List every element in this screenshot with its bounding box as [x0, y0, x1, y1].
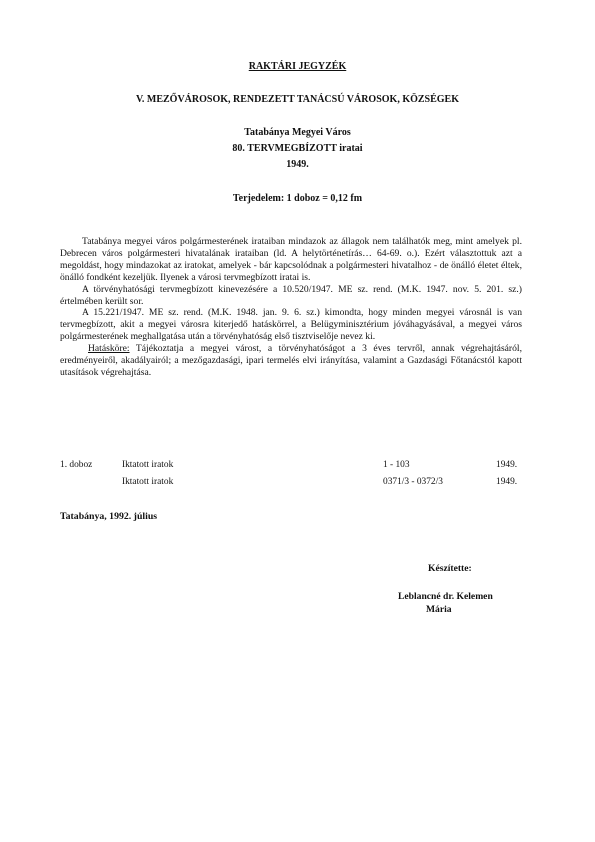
- inventory-range: 1 - 103: [383, 460, 410, 470]
- inventory-year: 1949.: [496, 477, 518, 487]
- inventory-range: 0371/3 - 0372/3: [383, 477, 443, 487]
- document-title: RAKTÁRI JEGYZÉK: [248, 61, 347, 72]
- section-heading: V. MEZŐVÁROSOK, RENDEZETT TANÁCSÚ VÁROSOK, KÖZSÉGEK: [135, 94, 460, 105]
- paragraph-3: A 15.221/1947. ME sz. rend. (M.K. 1948. jan. 9. 6. sz.) kimondta, hogy minden megyei városnál is van tervmegbízott, akit a megyei városra kiterjedő hatáskörrel, a Belügyminisztérium jóváhagyásával, a megyei város polgármesterének meghallgatása után a törvényhatóság első tisztviselője nevez ki.: [60, 307, 522, 343]
- competence-text: Tájékoztatja a megyei várost, a törvényhatóságot a 3 éves tervről, annak végrehajtásáról, eredményeiről, akadályairól; a mezőgazdasági, ipari termelés elvi irányítása, valamint a Gazdasági Főtanácstól kapott utasítások végrehajtása.: [60, 343, 522, 378]
- inventory-year: 1949.: [496, 460, 518, 470]
- fonds-year: 1949.: [286, 159, 309, 170]
- body-text: [60, 236, 522, 379]
- place-date: Tatabánya, 1992. július: [60, 511, 158, 522]
- inventory-box: 1. doboz: [60, 460, 93, 470]
- paragraph-2: A törvényhatósági tervmegbízott kinevezésére a 10.520/1947. ME sz. rend. (M.K. 1947. nov. 5. 201. sz.) értelmében került sor.: [60, 283, 522, 307]
- paragraph-4: [60, 343, 522, 379]
- fonds-name: 80. TERVMEGBÍZOTT iratai: [232, 143, 363, 154]
- paragraph-1: Tatabánya megyei város polgármesterének irataiban mindazok az állagok nem találhatók meg, mint amelyek pl. Debrecen város polgármesteri hivatalának irataiban (ld. A helytörténetírás… 64-69. o.). Ezért választottuk azt a megoldást, hogy mindazokat az iratokat, amelyek - bár kapcsolódnak a polgármesteri hivatalhoz - de önálló életet éltek, önálló fondként kezeljük. Ilyenek a városi tervmegbízott iratai is.: [60, 236, 522, 283]
- competence-label: Hatásköre:: [88, 343, 130, 355]
- city-name: Tatabánya Megyei Város: [244, 127, 351, 138]
- inventory-type: Iktatott iratok: [122, 477, 174, 487]
- author-name-line-2: Mária: [426, 604, 452, 615]
- inventory-type: Iktatott iratok: [122, 460, 174, 470]
- extent: Terjedelem: 1 doboz = 0,12 fm: [232, 193, 363, 204]
- prepared-by-label: Készítette:: [428, 563, 472, 574]
- author-name-line-1: Leblancné dr. Kelemen: [398, 591, 493, 602]
